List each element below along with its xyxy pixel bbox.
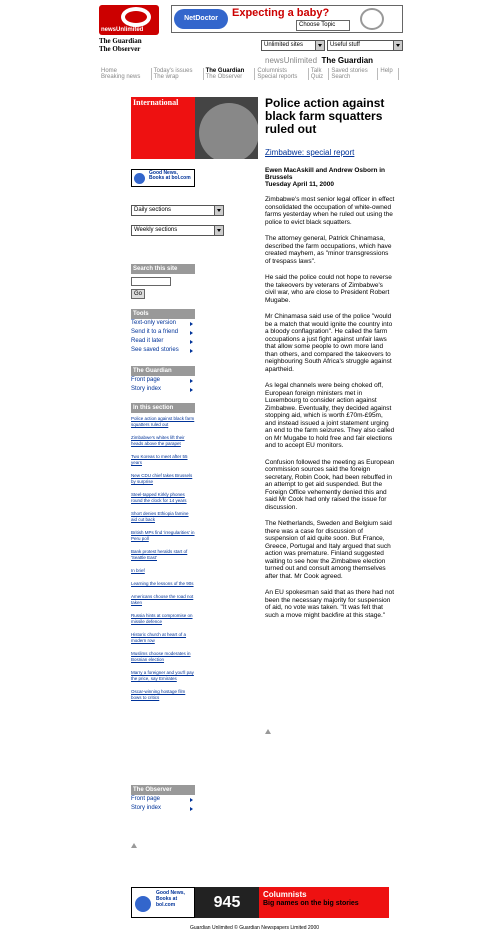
- globe-image: [195, 97, 258, 159]
- go-button[interactable]: Go: [131, 289, 145, 299]
- footer-good-news[interactable]: Good News, Books at bol.com: [131, 887, 195, 918]
- article: [265, 97, 395, 628]
- section-link[interactable]: Zimbabwe's whites lift their heads above the parapet: [131, 435, 185, 446]
- observer-box: [131, 785, 195, 813]
- nav-the-guardian[interactable]: The Guardian: [204, 68, 256, 74]
- article-title: Police action against black farm squatters ruled out: [265, 96, 385, 136]
- section-link[interactable]: Muslims choose moderates in Bosnian election: [131, 651, 191, 662]
- bol-logo-icon: [135, 896, 151, 912]
- nav-the-wrap[interactable]: The wrap: [152, 74, 204, 80]
- nav-special-reports[interactable]: Special reports: [255, 74, 308, 80]
- guardian-box-title: The Guardian: [131, 366, 195, 376]
- nav-the-observer[interactable]: The Observer: [204, 74, 256, 80]
- observer-story-index[interactable]: Story index: [131, 804, 195, 813]
- in-this-section: [131, 403, 195, 708]
- nav-columnists[interactable]: Columnists: [255, 68, 308, 74]
- nav-home[interactable]: Home: [99, 68, 152, 74]
- search-box: [131, 264, 195, 299]
- article-paragraph: Mr Chinamasa said use of the police "would be a match that would ignite the country into a bloody conflagration". He called the farm occupations a just fight against unfair laws that allow some people to own more land than others, and compared the takeovers to neighbouring South Africa's struggle against apartheid.: [265, 313, 393, 373]
- stethoscope-icon: [360, 8, 384, 30]
- search-title: Search this site: [131, 264, 195, 274]
- article-paragraph: The Netherlands, Sweden and Belgium said there was a case for discussion of suspension of aid quite soon. But France, Greece, Portugal and Italy argued that such action was premature. Finland suggested waiting to see how the Zimbabwe election turned out and consult among themselves after that. Mr Cook agreed.: [265, 520, 392, 580]
- article-date: Tuesday April 11, 2000: [265, 181, 335, 188]
- footer-ad-banner[interactable]: [131, 887, 389, 918]
- article-paragraph: Zimbabwe's most senior legal officer in effect consolidated the occupation of white-owned farms yesterday when he ruled out using the police to evict black squatters.: [265, 196, 395, 226]
- unlimited-sites-select[interactable]: Unlimited sites: [261, 40, 325, 51]
- section-link[interactable]: Two Koreas to meet after 55 years: [131, 454, 188, 465]
- tools-title: Tools: [131, 309, 195, 319]
- nav-search[interactable]: Search: [329, 74, 378, 80]
- guardian-story-index[interactable]: Story index: [131, 385, 195, 394]
- daily-sections-select[interactable]: Daily sections: [131, 205, 224, 216]
- byline: Ewen MacAskill and Andrew Osborn in Brussels Tuesday April 11, 2000: [265, 167, 395, 188]
- nav-breaking-news[interactable]: Breaking news: [99, 74, 152, 80]
- useful-stuff-select[interactable]: Useful stuff: [327, 40, 403, 51]
- ad-banner[interactable]: [171, 5, 403, 33]
- section-link[interactable]: Russia hints at compromise on missile defence: [131, 613, 193, 624]
- guardian-front-page[interactable]: Front page: [131, 376, 195, 385]
- section-link[interactable]: Learning the lessons of the 90s: [131, 581, 194, 586]
- article-paragraph: The attorney general, Patrick Chinamasa, described the farm occupations, which have created mayhem, as "minor transgressions of trespass laws".: [265, 235, 392, 265]
- top-nav: [99, 68, 399, 80]
- tool-read-later[interactable]: Read it later: [131, 337, 195, 346]
- nav-help[interactable]: Help: [378, 68, 399, 74]
- banner-headline: Expecting a baby?: [232, 7, 330, 19]
- netdoctor-logo: NetDoctor: [174, 9, 228, 29]
- search-input[interactable]: [131, 277, 171, 286]
- tools-box: [131, 309, 195, 355]
- nav-row-2: [99, 74, 399, 80]
- bol-logo-icon: [134, 173, 145, 184]
- section-link[interactable]: British MPs find 'irregularities' in Peru poll: [131, 530, 195, 541]
- tool-saved-stories[interactable]: See saved stories: [131, 346, 195, 355]
- article-paragraph: As legal channels were being choked off, European foreign ministers met in Luxembourg to consider action against Zimbabwe. Eventually, they decided against stopping aid, which is worth £70m-£95m, and instead issued a joint statement urging an end to the farm seizures. They also called on Mr Mugabe to hold free and fair elections and to accept EU monitors.: [265, 382, 395, 449]
- in-section-title: In this section: [131, 403, 195, 413]
- section-logo: newsUnlimited The Guardian: [265, 56, 374, 65]
- choose-topic-select[interactable]: Choose Topic: [296, 20, 350, 31]
- logo-text: newsUnlimited: [101, 27, 144, 33]
- international-section-banner: International: [131, 97, 195, 159]
- good-news-ad[interactable]: Good News, Books at bol.com: [131, 169, 195, 187]
- article-top-icon[interactable]: [265, 729, 271, 734]
- guardian-unlimited-logo[interactable]: [99, 5, 159, 35]
- copyright: Guardian Unlimited © Guardian Newspapers Limited 2000: [190, 925, 320, 931]
- weekly-sections-select[interactable]: Weekly sections: [131, 225, 224, 236]
- tool-send-friend[interactable]: Send it to a friend: [131, 328, 195, 337]
- footer-945-ad[interactable]: 945: [195, 887, 259, 918]
- nav-quiz[interactable]: Quiz: [309, 74, 330, 80]
- section-link[interactable]: New CDU chief takes Brussels by surprise: [131, 473, 193, 484]
- article-paragraph: He said the police could not hope to reverse the takeovers by veterans of Zimbabwe's civil war, who are close to President Robert Mugabe.: [265, 274, 392, 304]
- tool-text-only[interactable]: Text-only version: [131, 319, 195, 328]
- special-report-link[interactable]: Zimbabwe: special report: [265, 148, 355, 157]
- article-paragraph: An EU spokesman said that as there had not been the necessary majority for suspension of aid, no vote was taken. "It was felt that such a move might backfire at this stage.": [265, 589, 394, 619]
- logo-e-mark: [121, 7, 151, 27]
- section-link[interactable]: Oscar-winning hostage film bows to critics: [131, 689, 186, 700]
- nav-saved-stories[interactable]: Saved stories: [329, 68, 378, 74]
- section-link[interactable]: In brief: [131, 568, 145, 573]
- guardian-box: [131, 366, 195, 394]
- section-link[interactable]: Historic church at heart of a modern row: [131, 632, 187, 643]
- footer-columnists-ad[interactable]: Columnists Big names on the big stories: [259, 887, 389, 918]
- nav-talk[interactable]: Talk: [309, 68, 330, 74]
- section-link[interactable]: Bank protest heralds start of 'Seattle East': [131, 549, 188, 560]
- section-link[interactable]: Americans choose the road not taken: [131, 594, 194, 605]
- article-paragraph: Confusion followed the meeting as European commission sources said the foreign secretary, Robin Cook, had been rebuffed in an attempt to get aid suspended. But the Foreign Office vehemently denied this and said Mr Cook had only raised the issue for discussion.: [265, 458, 395, 511]
- back-to-top-icon[interactable]: [131, 843, 137, 848]
- observer-name: The Observer: [99, 45, 141, 53]
- guardian-name: The Guardian: [99, 37, 142, 45]
- section-link[interactable]: Police action against black farm squatters ruled out: [131, 416, 195, 427]
- section-link[interactable]: Short denies Ethiopia famine aid cut back: [131, 511, 189, 522]
- nav-todays-issues[interactable]: Today's issues: [152, 68, 204, 74]
- section-link[interactable]: Steel-tapped Kirkly phones round the clock for 14 years: [131, 492, 187, 503]
- observer-box-title: The Observer: [131, 785, 195, 795]
- section-link[interactable]: Marry a foreigner and you'll pay the price, say Emirates: [131, 670, 194, 681]
- masthead-papers: [99, 37, 142, 53]
- observer-front-page[interactable]: Front page: [131, 795, 195, 804]
